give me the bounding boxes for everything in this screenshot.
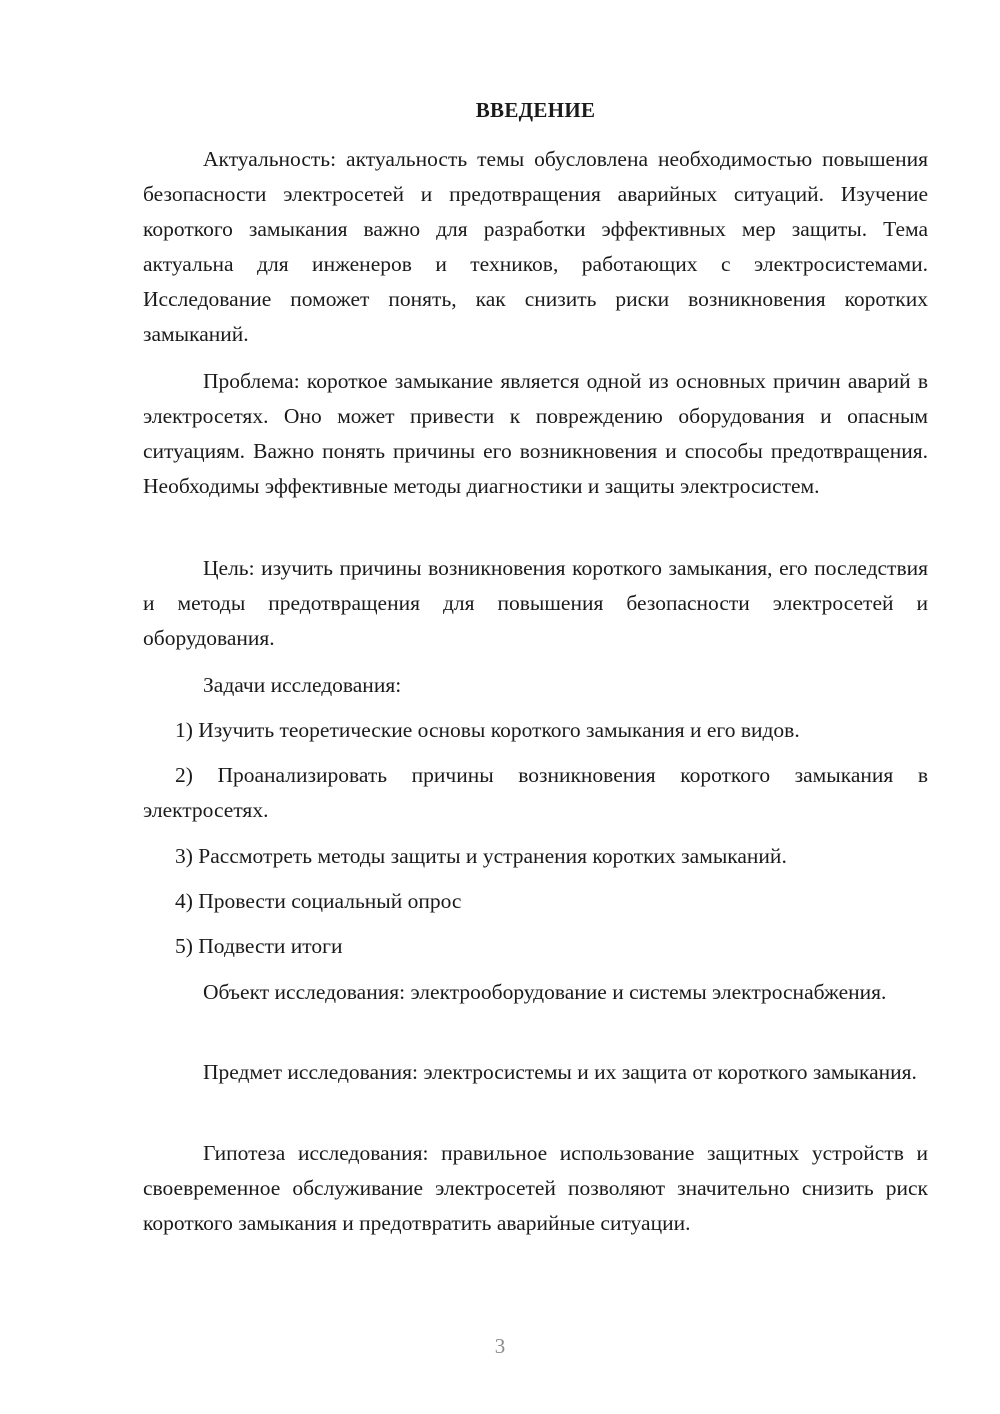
- relevance-paragraph: Актуальность: актуальность темы обусловлена необходимостью повышения безопасности электросетей и предотвращения аварийных ситуаций. Изучение короткого замыкания важно для разработки эффективных мер защиты. Тема актуальна для инженеров и техников, работающих с электросистемами. Исследование поможет понять, как снизить риски возникновения коротких замыканий.: [143, 147, 928, 346]
- goal-paragraph: Цель: изучить причины возникновения короткого замыкания, его последствия и методы предотвращения для повышения безопасности электросетей и оборудования.: [143, 556, 928, 650]
- page-number: 3: [494, 1334, 506, 1358]
- subject-paragraph: Предмет исследования: электросистемы и их защита от короткого замыкания.: [203, 1060, 917, 1084]
- section-title: ВВЕДЕНИЕ: [475, 98, 596, 122]
- task-item-1: 1) Изучить теоретические основы короткого замыкания и его видов.: [175, 718, 800, 742]
- tasks-heading: Задачи исследования:: [203, 673, 402, 697]
- object-paragraph: Объект исследования: электрооборудование и системы электроснабжения.: [203, 980, 887, 1004]
- problem-paragraph: Проблема: короткое замыкание является одной из основных причин аварий в электросетях. Оно может привести к повреждению оборудования и опасным ситуациям. Важно понять причины его возникновения и способы предотвращения. Необходимы эффективные методы диагностики и защиты электросистем.: [143, 369, 928, 498]
- task-item-2: 2) Проанализировать причины возникновения короткого замыкания в электросетях.: [143, 763, 928, 822]
- task-item-5: 5) Подвести итоги: [175, 934, 343, 958]
- task-item-4: 4) Провести социальный опрос: [175, 889, 462, 913]
- task-item-3: 3) Рассмотреть методы защиты и устранения коротких замыканий.: [175, 844, 787, 868]
- hypothesis-paragraph: Гипотеза исследования: правильное использование защитных устройств и своевременное обслуживание электросетей позволяют значительно снизить риск короткого замыкания и предотвратить аварийные ситуации.: [143, 1141, 928, 1235]
